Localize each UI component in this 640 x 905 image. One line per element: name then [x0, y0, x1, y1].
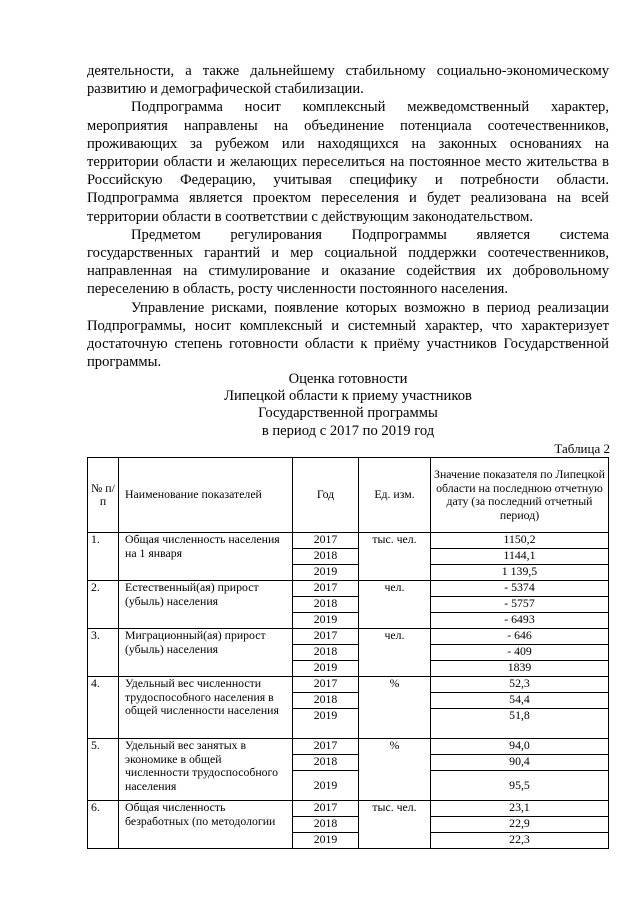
header-year: Год: [293, 458, 359, 533]
row-value: 1144,1: [431, 549, 609, 565]
row-unit: чел.: [359, 581, 431, 629]
table-row: [88, 739, 609, 755]
row-value: 54,4: [431, 693, 609, 709]
table-title: [87, 371, 609, 440]
row-year: 2019: [293, 613, 359, 629]
table-title-line: Липецкой области к приему участников: [224, 388, 472, 405]
row-unit: %: [359, 739, 431, 801]
row-year: 2017: [293, 533, 359, 549]
header-unit: Ед. изм.: [359, 458, 431, 533]
row-num: 1.: [88, 533, 119, 581]
table-title-line: Оценка готовности: [288, 371, 408, 387]
row-unit: тыс. чел.: [359, 533, 431, 581]
body-text: [87, 62, 609, 371]
row-indicator-name: Миграционный(ая) прирост (убыль) населения: [119, 629, 293, 677]
table-row: [88, 801, 609, 817]
row-value: 23,1: [431, 801, 609, 817]
row-year: 2019: [293, 833, 359, 849]
row-indicator-name: Естественный(ая) прирост (убыль) населения: [119, 581, 293, 629]
row-value: 1150,2: [431, 533, 609, 549]
row-indicator-name: Общая численность населения на 1 января: [119, 533, 293, 581]
row-year: 2017: [293, 629, 359, 645]
paragraph-continuation: деятельности, а также дальнейшему стабильному социально-экономическому развитию и демографической стабилизации.: [87, 63, 609, 98]
row-indicator-name: Удельный вес занятых в экономике в общей численности трудоспособного населения: [119, 739, 293, 801]
row-year: 2019: [293, 771, 359, 801]
paragraph-risk-management: Управление рисками, появление которых возможно в период реализации Подпрограммы, носит комплексный и системный характер, что характеризует достаточную степень готовности области к приёму участников Государственной программы.: [87, 299, 609, 371]
header-num: № п/п: [88, 458, 119, 533]
row-year: 2017: [293, 801, 359, 817]
row-num: 2.: [88, 581, 119, 629]
row-value: 90,4: [431, 755, 609, 771]
row-indicator-name: Удельный вес численности трудоспособного населения в общей численности населения: [119, 677, 293, 739]
readiness-table: [87, 457, 609, 849]
table-caption: Таблица 2: [554, 441, 610, 456]
row-year: 2018: [293, 755, 359, 771]
table-row: [88, 581, 609, 597]
row-num: 3.: [88, 629, 119, 677]
row-value: - 646: [431, 629, 609, 645]
table-title-line: в период с 2017 по 2019 год: [261, 422, 435, 439]
table-header-row: [88, 458, 609, 533]
table-row: [88, 629, 609, 645]
paragraph-regulation-subject: Предметом регулирования Подпрограммы является система государственных гарантий и мер социальной поддержки соотечественников, направленная на стимулирование и оказание содействия их добровольному переселению в область, росту численности постоянного населения.: [87, 226, 609, 298]
row-value: 1 139,5: [431, 565, 609, 581]
row-unit: %: [359, 677, 431, 739]
row-year: 2017: [293, 677, 359, 693]
header-value: Значение показателя по Липецкой области на последнюю отчетную дату (за последний отчетный период): [431, 458, 609, 533]
row-value: 1839: [431, 661, 609, 677]
row-year: 2019: [293, 661, 359, 677]
row-year: 2019: [293, 565, 359, 581]
table-title-line: Государственной программы: [258, 405, 438, 422]
row-year: 2019: [293, 709, 359, 739]
row-year: 2018: [293, 597, 359, 613]
table-row: [88, 677, 609, 693]
row-value: - 5374: [431, 581, 609, 597]
row-value: - 6493: [431, 613, 609, 629]
row-value: 52,3: [431, 677, 609, 693]
row-value: 22,3: [431, 833, 609, 849]
row-indicator-name: Общая численность безработных (по методологии: [119, 801, 293, 849]
row-year: 2018: [293, 549, 359, 565]
row-year: 2018: [293, 645, 359, 661]
row-year: 2017: [293, 581, 359, 597]
row-year: 2018: [293, 693, 359, 709]
row-year: 2017: [293, 739, 359, 755]
row-value: 95,5: [431, 771, 609, 801]
header-name: Наименование показателей: [119, 458, 293, 533]
row-value: 94,0: [431, 739, 609, 755]
table-row: [88, 533, 609, 549]
row-num: 5.: [88, 739, 119, 801]
row-value: - 409: [431, 645, 609, 661]
paragraph-subprogram-character: Подпрограмма носит комплексный межведомственный характер, мероприятия направлены на объединение потенциала соотечественников, проживающих за рубежом или находящихся на законных основаниях на территории области и желающих переселиться на постоянное место жительства в Российскую Федерацию, учитывая специфику и потребности области. Подпрограмма является проектом переселения и будет реализована на всей территории области в соответствии с действующим законодательством.: [87, 99, 609, 225]
row-year: 2018: [293, 817, 359, 833]
row-unit: чел.: [359, 629, 431, 677]
row-num: 4.: [88, 677, 119, 739]
row-unit: тыс. чел.: [359, 801, 431, 849]
row-value: - 5757: [431, 597, 609, 613]
row-value: 22,9: [431, 817, 609, 833]
row-num: 6.: [88, 801, 119, 849]
row-value: 51,8: [431, 709, 609, 739]
